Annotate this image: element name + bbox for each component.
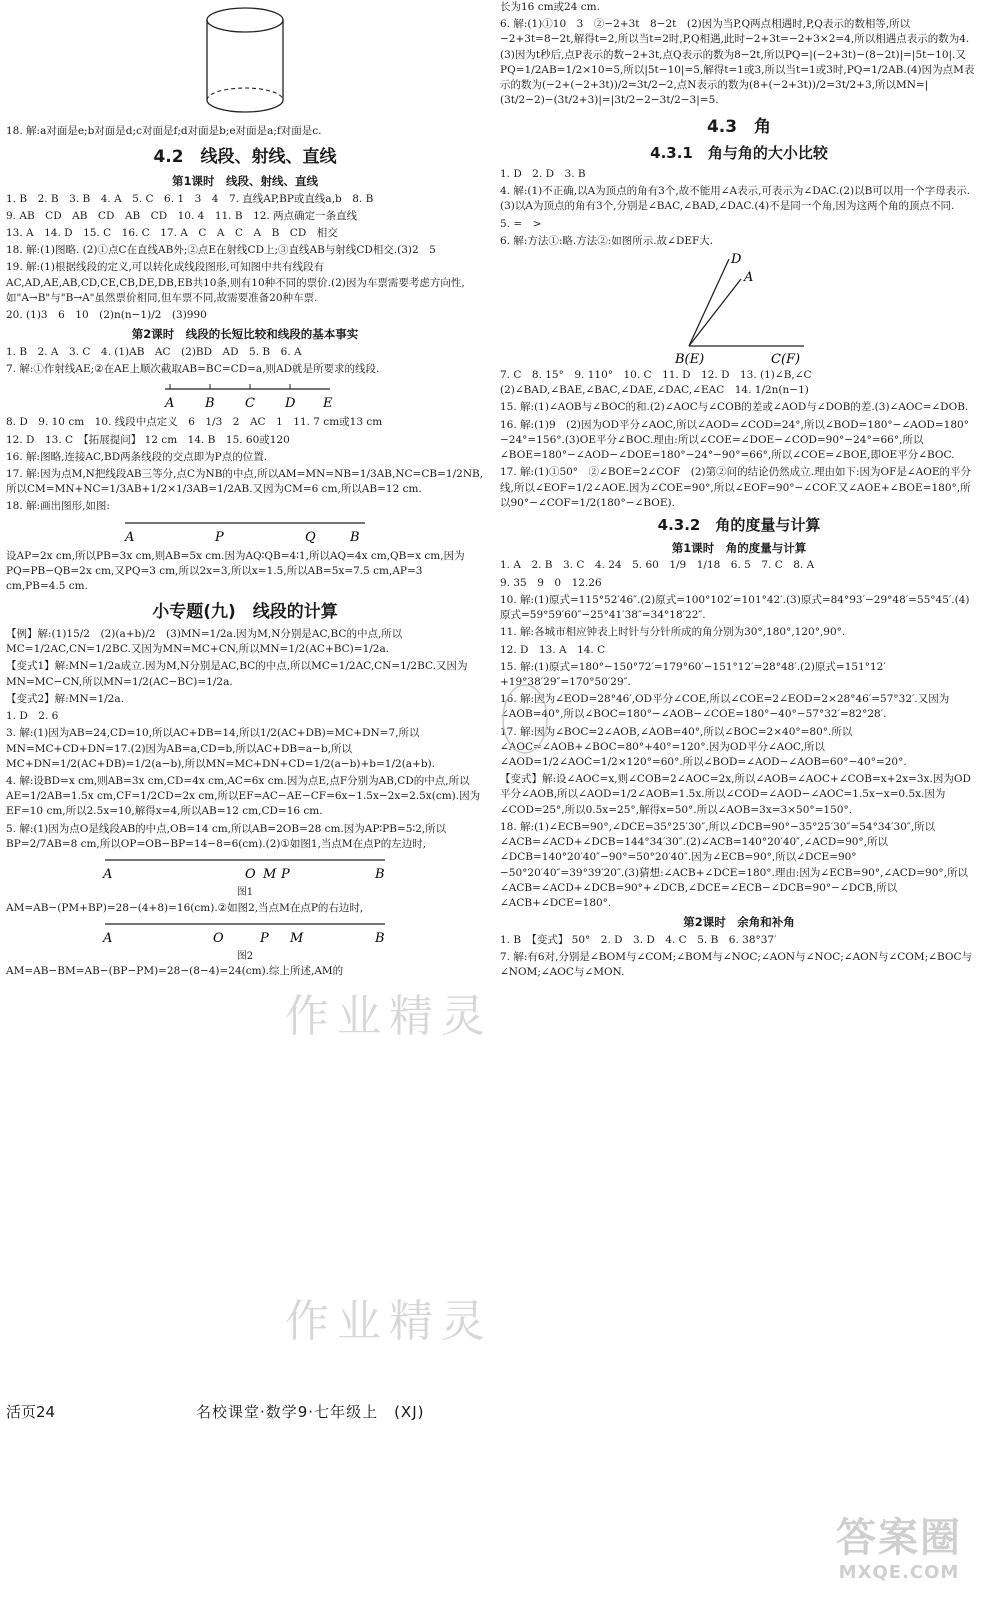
point-label: A (125, 529, 135, 545)
angle-answers-7: 7. C 8. 15° 9. 110° 10. C 11. D 12. D 13. (1)∠B,∠C (2)∠BAD,∠BAE,∠BAC,∠DAE,∠DAC,∠EAC 14. 1/2n(n−1) (500, 369, 823, 397)
l1-answers-6: 20. (1)3 6 10 (2)n(n−1)/2 (3)990 (6, 309, 207, 322)
answer-18-top: 18. 解:a对面是e;b对面是d;c对面是f;d对面是b;e对面是a;f对面是c. (6, 125, 322, 137)
point-label: B (205, 396, 215, 412)
angle-answers-1: 1. D 2. D 3. B (500, 167, 586, 180)
point-label: B (350, 529, 360, 545)
logo-text: 答案圈 (836, 1515, 962, 1561)
l2-answers-7: 18. 解:画出图形,如图: (6, 500, 110, 513)
angle-answer-5: 5. = > (500, 217, 542, 230)
l1-answers-1: 1. B 2. B 3. B 4. A 5. C 6. 1 3 4 7. 直线AP,BP或直线a,b 8. B (6, 192, 374, 205)
measure-answers-1: 1. A 2. B 3. C 4. 24 5. 60 1/9 1/18 6. 5 7. C 8. A (500, 559, 815, 572)
l1-answers-4: 18. 解:(1)图略. (2)①点C在直线AB外;②点E在射线CD上;③直线AB与射线CD相交.(3)2 5 (6, 244, 436, 257)
l2-answers-5: 16. 解:图略,连接AC,BD两条线段的交点即为P点的位置. (6, 450, 268, 463)
complement-answer-7: 7. 解:有6对,分别是∠BOM与∠COM;∠BOM与∠NOC;∠AON与∠NOC;∠AON与∠COM;∠BOC与∠NOM;∠AOC与∠MON. (500, 951, 973, 979)
book-title: 名校课堂·数学9·七年级上 (XJ) (196, 1403, 425, 1421)
figure-1-caption: 图1 (236, 887, 254, 899)
segment-figure-q18 (115, 517, 375, 547)
point-label: B(E) (675, 352, 705, 367)
point-label: A (103, 930, 113, 946)
angle-figure-q6 (659, 251, 819, 366)
section-4-3-title: 4.3 角 (706, 116, 772, 137)
segment-figure-2 (95, 918, 395, 948)
watermark-text: 作业精灵 (285, 991, 493, 1042)
point-label: E (323, 396, 333, 412)
measure-answer-16: 16. 解:因为∠EOD=28°46′,OD平分∠COE,所以∠COE=2∠EOD=2×28°46′=57°32′.又因为∠AOB=40°,所以∠BOC=180°−∠AOB−∠COE=180°−40°−57°32′=82°28′. (500, 693, 950, 721)
measure-variant: 【变式】解:设∠AOC=x,则∠COB=2∠AOC=2x,所以∠AOB=∠AOC+∠COB=x+2x=3x.因为OD平分∠AOB,所以∠AOD=1/2∠AOB=1.5x.所以∠COD=∠AOD−∠AOC=1.5x−x=0.5x.因为∠COD=25°,所以0.5x=25°,解得x=50°.所以∠AOB=3x=3×50°=150°. (500, 773, 971, 816)
point-label: M (290, 930, 304, 946)
lesson-2b-title: 第2课时 余角和补角 (683, 915, 795, 930)
angle-answer-17: 17. 解:(1)①50° ②∠BOE=2∠COF (2)第②问的结论仍然成立.理由如下:因为OF是∠AOE的平分线,所以∠EOF=1/2∠AOE.因为∠COE=90°,所以∠EOF=90°−∠COF.又∠AOE+∠BOE=180°,所以90°−∠COF=1/2(180°−∠BOE). (500, 466, 972, 509)
stamp (500, 682, 550, 756)
l2-answers-2: 7. 解:①作射线AE;②在AE上顺次截取AB=BC=CD=a,则AD就是所要求的线段. (6, 363, 380, 376)
topic-answer-5b: AM=AB−(PM+BP)=28−(4+8)=16(cm).②如图2,当点M在点P的右边时, (6, 901, 364, 914)
lesson-1b-title: 第1课时 角的度量与计算 (671, 540, 807, 555)
point-label: A (744, 270, 754, 286)
section-4-2-title: 4.2 线段、射线、直线 (153, 147, 337, 168)
complement-answers-1: 1. B 【变式】 50° 2. D 3. D 4. C 5. B 6. 38°37′ (500, 933, 777, 946)
answer-6-number-line: 6. 解:(1)①10 3 ②−2+3t 8−2t (2)因为当P,Q两点相遇时,P,Q表示的数相等,所以−2+3t=8−2t,解得t=2,所以当t=2时,P,Q相遇,此时−2+3t=−2+3×2=4,所以相遇点表示的数为4.(3)因为t秒后,点P表示的数−2+3t,点Q表示的数为8−2t,所以PQ=|(−2+3t)−(8−2t)|=|5t−10|.又PQ=1/2AB=1/2×10=5,所以|5t−10|=5,解得t=1或3,所以当t=1或3时,PQ=1/2AB.(4)因为点M表示的数为(−2+(−2+3t))/2=3t/2−2,点N表示的数为(8+(−2+3t))/2=3t/2+3,所以MN=|(3t/2−2)−(3t/2+3)|=|3t/2−2−3t/2−3|=5. (500, 18, 975, 107)
topic-answer-4: 4. 解:设BD=x cm,则AB=3x cm,CD=4x cm,AC=6x cm.因为点E,点F分别为AB,CD的中点,所以AE=1/2AB=1.5x cm,CF=1/2CD=2x cm,所以EF=AC−AE−CF=6x−1.5x−2x=2.5x(cm).因为EF=10 cm,所以2.5x=10,解得x=4,所以AB=12 cm,CD=16 cm. (6, 774, 481, 818)
topic-9-title: 小专题(九) 线段的计算 (152, 602, 338, 623)
cylinder-figure (190, 4, 300, 122)
point-label: D (731, 252, 742, 268)
section-4-3-1-title: 4.3.1 角与角的大小比较 (650, 144, 828, 163)
l2-answers-6: 17. 解:因为点M,N把线段AB三等分,点C为NB的中点,所以AM=MN=NB=1/3AB,NC=CB=1/2NB,所以CM=MN+NC=1/3AB+1/2×1/3AB=1/2AB.又因为CM=6 cm,所以AB=12 cm. (6, 468, 484, 496)
measure-answers-12: 12. D 13. A 14. C (500, 643, 606, 656)
angle-answer-4: 4. 解:(1)不正确,以A为顶点的角有3个,故不能用∠A表示,可表示为∠DAC.(2)以B可以用一个字母表示.(3)以A为顶点的角有3个,分别是∠BAC,∠BAD,∠DAC.(4)不是同一个角,因为这两个角的顶点不同. (500, 185, 971, 213)
stamp-seal-icon (500, 682, 550, 756)
topic-answer-5c: AM=AB−BM=AB−(BP−PM)=28−(8−4)=24(cm).综上所述,AM的 (6, 965, 344, 978)
l1-answers-5: 19. 解:(1)根据线段的定义,可以转化成线段图形,可知图中共有线段有AC,AD,AE,AB,CD,CE,CB,DE,DB,EB共10条,则有10种不同的票价.(2)因为车票需要考虑方向性,如"A→B"与"B→A"虽然票价相同,但车票不同,故需要准备20种车票. (6, 261, 465, 304)
point-label: B (375, 930, 385, 946)
l2-answers-8: 设AP=2x cm,所以PB=3x cm,则AB=5x cm.因为AQ∶QB=4∶1,所以AQ=4x cm,QB=x cm,因为PQ=PB−QB=2x cm,又PQ=3 cm,所以2x=3,所以x=1.5,所以AB=5x=7.5 cm,AP=3 cm,PB=4.5 cm. (6, 549, 465, 593)
topic-variant-1: 【变式1】解:MN=1/2a成立.因为M,N分别是AC,BC的中点,所以MC=1/2AC,CN=1/2BC.又因为MN=MC−CN,所以MN=1/2(AC−BC)=1/2a. (6, 660, 468, 688)
section-4-3-2-title: 4.3.2 角的度量与计算 (657, 515, 821, 534)
point-label: M (263, 867, 277, 883)
measure-answers-9: 9. 35 9 0 12.26 (500, 576, 602, 589)
topic-answer-3: 3. 解:(1)因为AB=24,CD=10,所以AC+DB=14,所以1/2(AC+DB)=MC+DN=7,所以MN=MC+CD+DN=17.(2)因为AB=a,CD=b,所以AC+DB=a−b,所以MC+DN=1/2(AC+DB)=1/2(a−b),所以MN=MC+DN+CD=1/2(a−b)+b=1/2(a+b). (6, 727, 436, 770)
topic-answer-5: 5. 解:(1)因为点O是线段AB的中点,OB=14 cm,所以AB=2OB=28 cm.因为AP∶PB=5∶2,所以BP=2/7AB=8 cm,所以OP=OB−BP=14−8=6(cm).(2)①如图1,当点M在点P的左边时, (6, 822, 447, 850)
measure-answer-11: 11. 解:各城市相应钟表上时针与分针所成的角分别为30°,180°,120°,90°. (500, 626, 846, 639)
measure-answer-15: 15. 解:(1)原式=180°−150°72′=179°60′−151°12′=28°48′.(2)原式=151°12′+19°38′29″=170°50′29″. (500, 660, 886, 688)
continued-answer: 长为16 cm或24 cm. (500, 1, 600, 13)
left-column (6, 0, 484, 982)
measure-answer-18: 18. 解:(1)∠ECB=90°,∠DCE=35°25′30″,所以∠DCB=90°−35°25′30″=54°34′30″,所以∠ACB=∠ACD+∠DCB=144°34′30″.(2)∠ACB=140°20′40″,∠ACD=90°,所以∠DCB=140°20′40″−90°=50°20′40″.因为∠ECB=90°,所以∠DCE=90°−50°20′40″=39°39′20″.(3)猜想:∠ACB+∠DCE=180°.理由:因为∠ECB=90°,∠ACD=90°,所以∠ACB=∠ACD+∠DCB=90°+∠DCB,∠DCE=∠ECB−∠DCB=90°−∠DCB,所以∠ACB+∠DCE=180°. (500, 820, 968, 909)
point-label: O (245, 867, 256, 883)
l2-answers-4: 12. D 13. C 【拓展提问】 12 cm 14. B 15. 60或120 (6, 433, 290, 446)
topic-answers-1: 1. D 2. 6 (6, 710, 59, 723)
l1-answers-2: 9. AB CD AB CD AB CD 10. 4 11. B 12. 两点确定一条直线 (6, 209, 358, 222)
point-label: P (260, 930, 269, 946)
watermark-text: 作业精灵 (285, 1296, 493, 1347)
point-label: A (165, 396, 175, 412)
point-label: D (285, 396, 296, 412)
point-label: A (103, 867, 113, 883)
point-label: P (215, 529, 224, 545)
point-label: C(F) (771, 352, 801, 367)
page-number: 活页24 (6, 1403, 56, 1421)
measure-answer-17: 17. 解:因为∠BOC=2∠AOB,∠AOB=40°,所以∠BOC=2×40°=80°.所以∠AOC=∠AOB+∠BOC=80°+40°=120°.因为OD平分∠AOC,所以∠AOD=1/2∠AOC=1/2×120°=60°.所以∠BOD=∠AOD−∠AOB=60°−40°=20°. (500, 725, 907, 769)
l2-answers-3: 8. D 9. 10 cm 10. 线段中点定义 6 1/3 2 AC 1 11. 7 cm或13 cm (6, 416, 383, 429)
site-logo (804, 1516, 994, 1596)
lesson-1-title: 第1课时 线段、射线、直线 (171, 173, 318, 188)
topic-example: 【例】解:(1)15/2 (2)(a+b)/2 (3)MN=1/2a.因为M,N分别是AC,BC的中点,所以MC=1/2AC,CN=1/2BC.又因为MN=MC+CN,所以MN=1/2(AC+BC)=1/2a. (6, 628, 403, 656)
l1-answers-3: 13. A 14. D 15. C 16. C 17. A C A C A B CD 相交 (6, 226, 338, 239)
angle-answer-6: 6. 解:方法①:略.方法②:如图所示.故∠DEF大. (500, 234, 714, 247)
point-label: P (281, 867, 290, 883)
angle-answer-15: 15. 解:(1)∠AOB与∠BOC的和.(2)∠AOC与∠COB的差或∠AOD与∠DOB的差.(3)∠AOC=∠DOB. (500, 401, 969, 414)
point-label: B (375, 867, 385, 883)
topic-variant-2: 【变式2】解:MN=1/2a. (6, 692, 124, 705)
l2-answers-1: 1. B 2. A 3. C 4. (1)AB AC (2)BD AD 5. B 6. A (6, 345, 302, 358)
segment-figure-q7 (145, 379, 345, 413)
point-label: Q (305, 529, 316, 545)
point-label: C (245, 396, 255, 412)
angle-answer-16: 16. 解:(1)9 (2)因为OD平分∠AOC,所以∠AOD=∠COD=24°,所以∠BOD=180°−∠AOD=180°−24°=156°.(3)OE平分∠BOC.理由:所以∠COE=∠DOE−∠COD=90°−24°=66°,所以∠BOE=180°−∠AOD−∠DOE=180°−24°−90°=66°,所以∠COE=∠BOE,即OE平分∠BOC. (500, 418, 969, 462)
logo-url: MXQE.COM (838, 1562, 960, 1583)
measure-answer-10: 10. 解:(1)原式=115°52′46″.(2)原式=100°102′=101°42′.(3)原式=84°93′−29°48′=55°45′.(4)原式=59°59′60″−25°41′38″=34°18′22″. (500, 593, 970, 622)
point-label: O (213, 930, 224, 946)
segment-figure-1 (95, 854, 395, 884)
lesson-2-title: 第2课时 线段的长短比较和线段的基本事实 (131, 327, 359, 342)
right-column (500, 0, 978, 983)
figure-2-caption: 图2 (236, 950, 254, 962)
